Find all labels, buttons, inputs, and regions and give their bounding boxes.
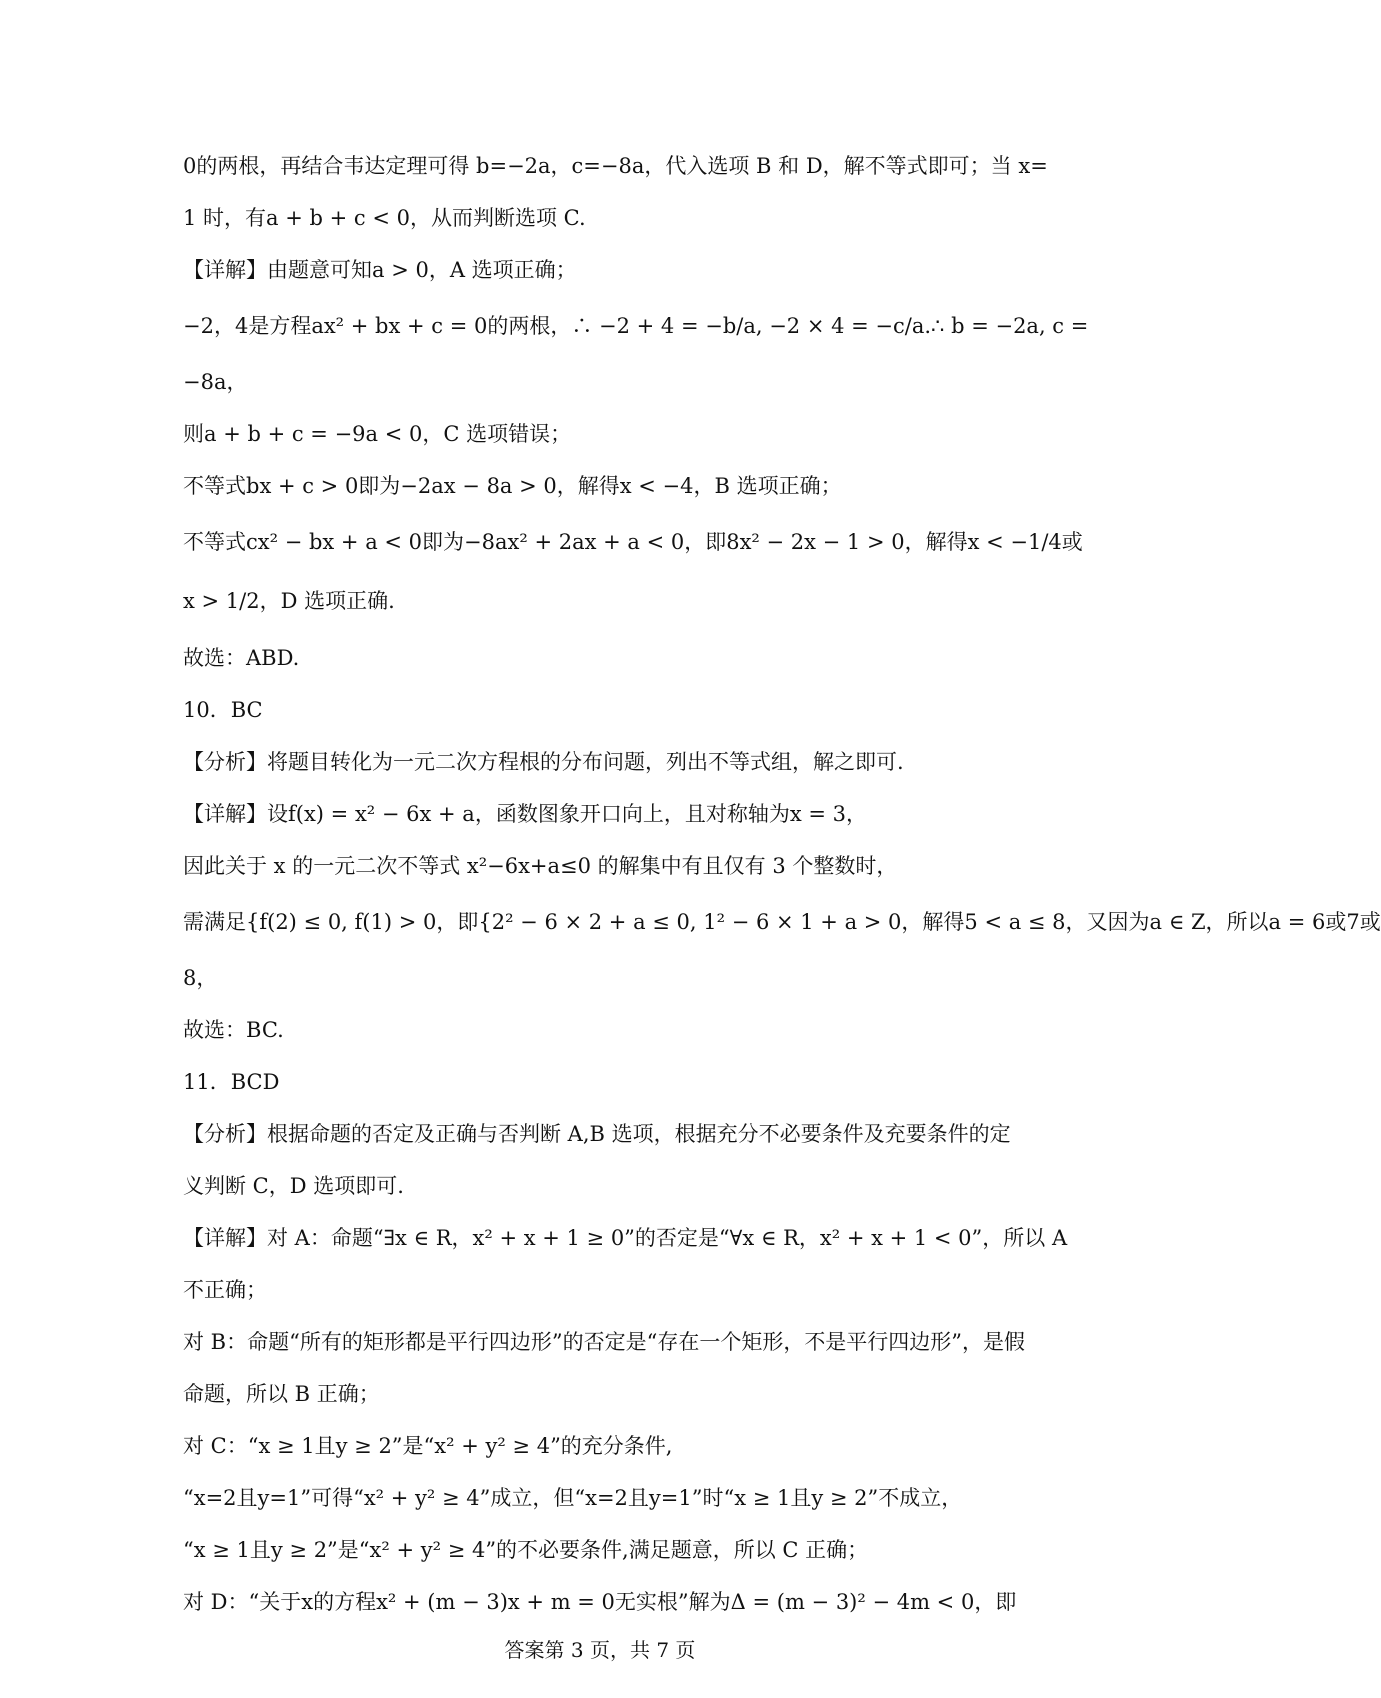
text-line: 则a + b + c = −9a < 0，C 选项错误； — [183, 422, 572, 446]
text-line: 故选：BC. — [183, 1018, 284, 1042]
text-line: 【详解】设f(x) = x² − 6x + a，函数图象开口向上，且对称轴为x = 3， — [183, 802, 867, 826]
text-line: 8， — [183, 966, 218, 990]
text-line: −8a， — [183, 370, 248, 394]
text-line: 命题，所以 B 正确； — [183, 1382, 380, 1406]
text-line: 【分析】根据命题的否定及正确与否判断 A,B 选项，根据充分不必要条件及充要条件的定 — [183, 1122, 1011, 1146]
page-footer: 答案第 3 页，共 7 页 — [504, 1638, 696, 1662]
text-line: 对 D：“关于x的方程x² + (m − 3)x + m = 0无实根”解为Δ = (m − 3)² − 4m < 0，即 — [183, 1590, 1017, 1614]
text-line: 不等式bx + c > 0即为−2ax − 8a > 0，解得x < −4，B 选项正确； — [183, 474, 842, 498]
text-line: 需满足{f(2) ≤ 0, f(1) > 0，即{2² − 6 × 2 + a ≤ 0, 1² − 6 × 1 + a > 0，解得5 < a ≤ 8，又因为a ∈ Z，所以a = 6或7或 — [183, 910, 1381, 934]
text-line: −2，4是方程ax² + bx + c = 0的两根，∴ −2 + 4 = −b/a, −2 × 4 = −c/a.∴ b = −2a, c = — [183, 314, 1089, 338]
text-line: 对 B：命题“所有的矩形都是平行四边形”的否定是“存在一个矩形，不是平行四边形”，是假 — [183, 1330, 1026, 1354]
text-line: 0的两根，再结合韦达定理可得 b=−2a，c=−8a，代入选项 B 和 D，解不等式即可；当 x= — [183, 154, 1048, 178]
text-line: 【分析】将题目转化为一元二次方程根的分布问题，列出不等式组，解之即可. — [183, 750, 904, 774]
text-line: x > 1/2，D 选项正确. — [183, 589, 395, 613]
question-number: 10．BC — [183, 698, 263, 722]
question-number: 11．BCD — [183, 1070, 280, 1094]
text-line: 【详解】由题意可知a > 0，A 选项正确； — [183, 258, 577, 282]
text-line: 不等式cx² − bx + a < 0即为−8ax² + 2ax + a < 0，即8x² − 2x − 1 > 0，解得x < −1/4或 — [183, 530, 1083, 554]
text-line: 【详解】对 A：命题“∃x ∈ R，x² + x + 1 ≥ 0”的否定是“∀x ∈ R，x² + x + 1 < 0”，所以 A — [183, 1226, 1068, 1250]
text-line: 对 C：“x ≥ 1且y ≥ 2”是“x² + y² ≥ 4”的充分条件, — [183, 1434, 673, 1458]
text-line: “x=2且y=1”可得“x² + y² ≥ 4”成立，但“x=2且y=1”时“x ≥ 1且y ≥ 2”不成立， — [183, 1486, 963, 1510]
text-line: 因此关于 x 的一元二次不等式 x²−6x+a≤0 的解集中有且仅有 3 个整数时， — [183, 854, 898, 878]
text-line: 故选：ABD. — [183, 646, 300, 670]
text-line: 1 时，有a + b + c < 0，从而判断选项 C. — [183, 206, 586, 230]
text-line: 不正确； — [183, 1278, 267, 1302]
text-line: 义判断 C，D 选项即可. — [183, 1174, 404, 1198]
text-line: “x ≥ 1且y ≥ 2”是“x² + y² ≥ 4”的不必要条件,满足题意，所以 C 正确； — [183, 1538, 869, 1562]
